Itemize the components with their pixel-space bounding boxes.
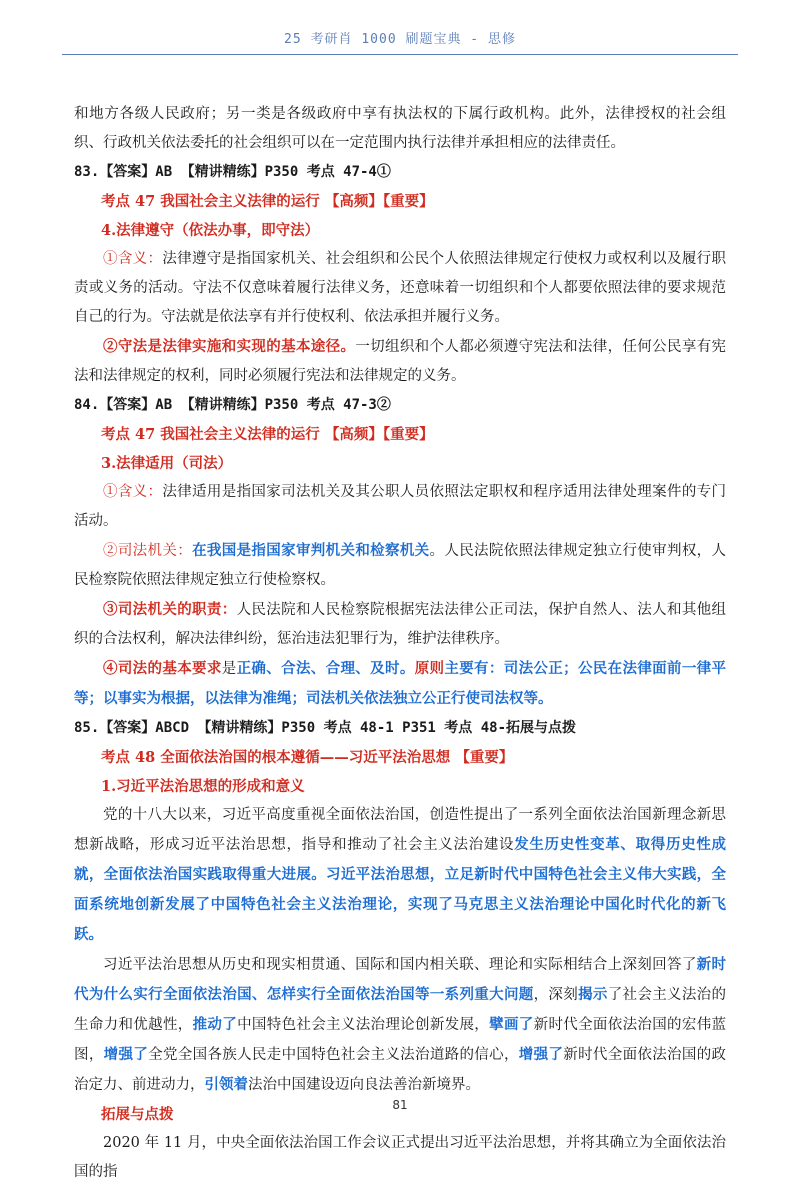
kp-48-title: 考点 48 全面依法治国的根本遵循——习近平法治思想 【重要】 — [101, 749, 514, 766]
q84-judicial-organs-text: 。人民法院依照法律规定独立行使审判权，人民检察院依照法律规定独立行使检察权。 — [74, 543, 727, 588]
q85-p2-i: 新时代全面依法治国的宏伟蓝图， — [74, 1017, 727, 1063]
q85-p2-n: 引领着 — [204, 1076, 248, 1093]
q85-p2-o: 法治中国建设迈向良法善治新境界。 — [248, 1077, 480, 1093]
subtitle-law-application: 3.法律适用（司法） — [101, 455, 233, 472]
q85-p2-h: 擘画了 — [489, 1016, 534, 1033]
q85-p2-f: 推动了 — [192, 1016, 238, 1033]
q84-judicial-organs — [74, 536, 726, 595]
q84-judicial-organs-label: ②司法机关： — [103, 543, 193, 559]
q85-p2-b: 新时代为什么实行全面依法治国、怎样实行全面依法治国等一系列重大问题 — [74, 956, 726, 1003]
q83-meaning — [74, 245, 726, 332]
header-divider — [62, 54, 738, 55]
q84-principles-label: 原则 — [414, 660, 445, 677]
q84-requirements-is: 是 — [221, 661, 237, 677]
q85-paragraph-3: 2020 年 11 月，中央全面依法治国工作会议正式提出习近平法治思想，并将其确立为全面依法治国的指 — [74, 1135, 726, 1180]
answer-83: 83.【答案】AB 【精讲精练】P350 考点 47-4① — [74, 164, 391, 180]
q84-requirements-label: ④司法的基本要求 — [103, 660, 222, 677]
q85-p2-d: 揭示 — [578, 986, 608, 1003]
q84-meaning — [74, 478, 726, 536]
q85-p1-text: 党的十八大以来，习近平高度重视全面依法治国，创造性提出了一系列全面依法治国新理念新思想新战略，形成习近平法治思想，指导和推动了社会主义法治建设 — [74, 807, 726, 853]
q83-basic-way — [74, 332, 726, 391]
q84-requirements-list: 正确、合法、合理、及时。 — [236, 660, 415, 677]
q84-duties-text: 人民法院和人民检察院根据宪法法律公正司法，保护自然人、法人和其他组织的合法权利，解决法律纠纷，惩治违法犯罪行为，维护法律秩序。 — [74, 602, 727, 647]
q85-paragraph-1 — [74, 801, 726, 950]
q84-judicial-organs-highlight: 在我国是指国家审判机关和检察机关 — [192, 542, 430, 559]
q85-p2-l: 增强了 — [518, 1046, 564, 1063]
kp-47-title-a: 考点 47 我国社会主义法律的运行 【高频】【重要】 — [101, 193, 434, 210]
subtitle-law-compliance: 4.法律遵守（依法办事，即守法） — [101, 222, 320, 239]
q85-p2-e: 了社会主义法治的生命力和优越性， — [74, 987, 727, 1033]
q83-meaning-text: 法律遵守是指国家机关、社会组织和公民个人依照法律规定行使权力或权利以及履行职责或义务的活动。守法不仅意味着履行法律义务，还意味着一切组织和个人都要依照法律的要求规范自己的行为。守法就是依法享有并行使权利、依法承担并履行义务。 — [74, 251, 727, 325]
q83-basic-way-text: 一切组织和个人都必须遵守宪法和法律，任何公民享有宪法和法律规定的权利，同时必须履行宪法和法律规定的义务。 — [74, 339, 727, 384]
q85-p2-c: ，深刻 — [533, 987, 579, 1003]
answer-84: 84.【答案】AB 【精讲精练】P350 考点 47-3② — [74, 397, 391, 413]
q84-principles-list: 主要有：司法公正；公民在法律面前一律平等；以事实为根据，以法律为准绳；司法机关依法独立公正行使司法权等。 — [74, 660, 727, 707]
subtitle-xi-thought: 1.习近平法治思想的形成和意义 — [101, 778, 305, 795]
q84-meaning-label: ①含义： — [103, 484, 163, 500]
q84-duties-label: ③司法机关的职责： — [103, 601, 237, 618]
intro-paragraph: 和地方各级人民政府；另一类是各级政府中享有执法权的下属行政机构。此外，法律授权的社会组织、行政机关依法委托的社会组织可以在一定范围内执行法律并承担相应的法律责任。 — [74, 106, 726, 151]
kp-47-title-b: 考点 47 我国社会主义法律的运行 【高频】【重要】 — [101, 426, 434, 443]
q85-p1-highlight: 发生历史性变革、取得历史性成就，全面依法治国实践取得重大进展。习近平法治思想，立足新时代中国特色社会主义伟大实践，全面系统地创新发展了中国特色社会主义法治理论，实现了马克思主义法治理论中国化时代化的新飞跃。 — [74, 836, 727, 943]
page-number: 81 — [392, 1098, 408, 1112]
q84-duties — [74, 595, 726, 654]
q85-p2-j: 增强了 — [103, 1046, 149, 1063]
q85-p2-a: 习近平法治思想从历史和现实相贯通、国际和国内相关联、理论和实际相结合上深刻回答了 — [103, 957, 697, 973]
q84-meaning-text: 法律适用是指国家司法机关及其公职人员依照法定职权和程序适用法律处理案件的专门活动。 — [74, 484, 727, 529]
q83-meaning-label: ①含义： — [103, 251, 163, 267]
answer-85: 85.【答案】ABCD 【精讲精练】P350 考点 48-1 P351 考点 48-拓展与点拨 — [74, 720, 577, 736]
q85-p2-g: 中国特色社会主义法治理论创新发展， — [237, 1017, 490, 1033]
q83-basic-way-label: ②守法是法律实施和实现的基本途径。 — [103, 338, 356, 355]
q85-p2-m: 新时代全面依法治国的政治定力、前进动力， — [74, 1047, 727, 1093]
page-content — [74, 100, 726, 1187]
q84-requirements — [74, 654, 726, 714]
page-header: 25 考研肖 1000 刷题宝典 - 思修 — [284, 32, 516, 47]
extension-title: 拓展与点拨 — [101, 1106, 174, 1123]
q85-p2-k: 全党全国各族人民走中国特色社会主义法治道路的信心， — [148, 1047, 519, 1063]
q85-paragraph-2 — [74, 950, 726, 1100]
